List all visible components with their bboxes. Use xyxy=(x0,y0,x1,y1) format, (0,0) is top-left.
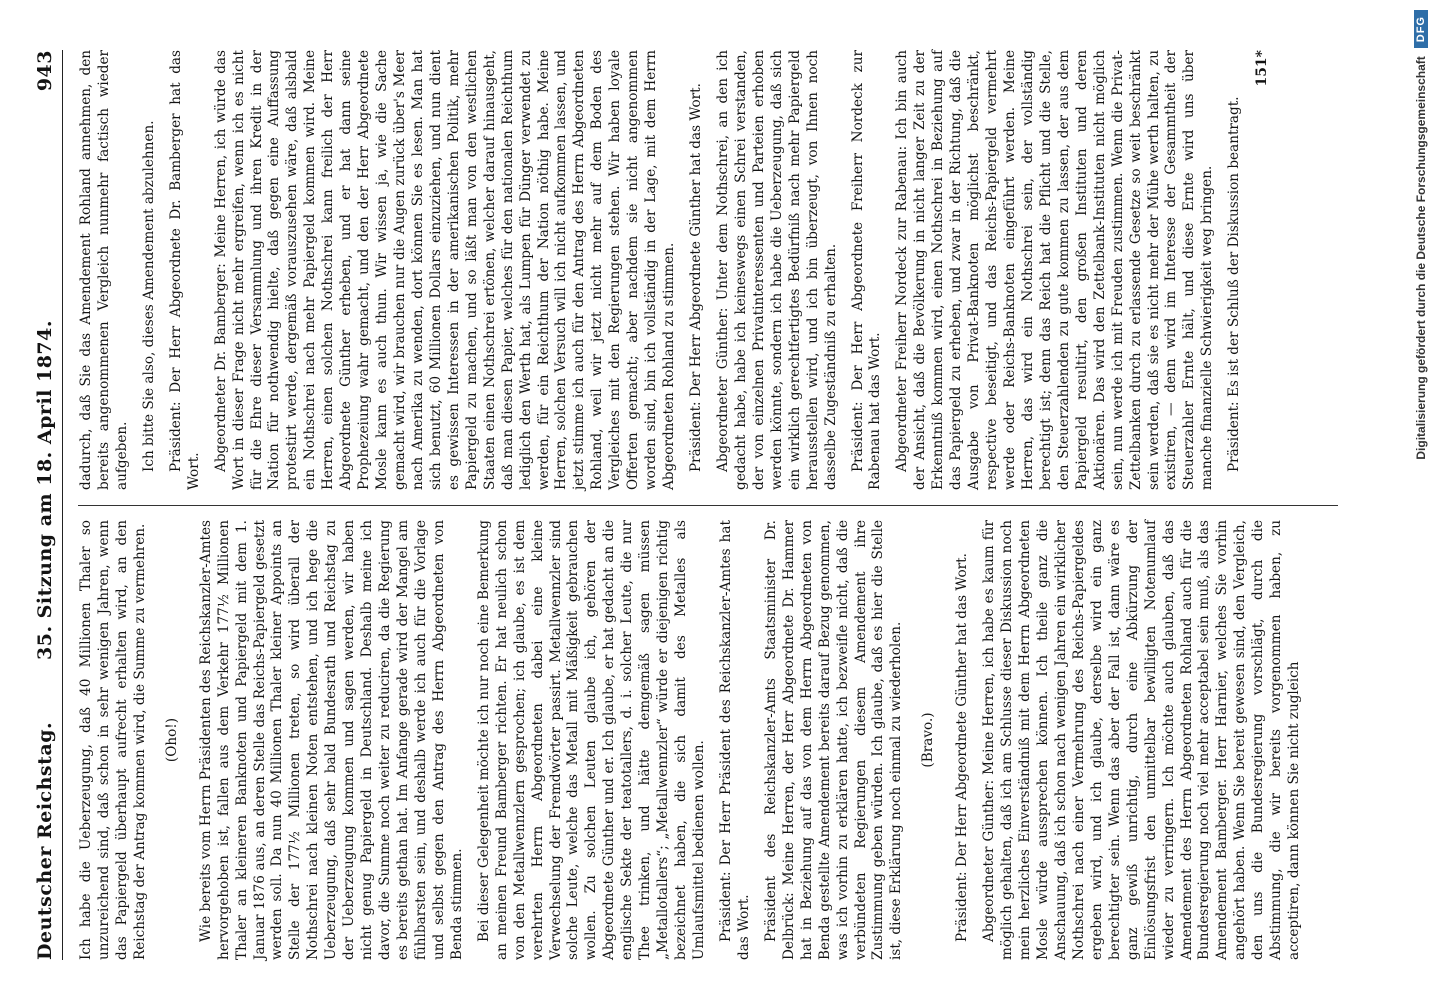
paragraph: Abgeordneter Günther: Meine Herren, ich habe es kaum für möglich gehalten, daß ich am Schlusse dieser Diskussion noch mein herzliches Einverständniß mit dem Herrn Abgeordneten Mosle würde aussprechen können. Ich theile ganz die Anschauung, daß ich schon nach wenigen Jahren ein wirklicher Nothschrei nach einer Vermehrung des Reichs-Papiergeldes ergeben wird, und ich glaube, derselbe wird ein ganz berechtigter sein. Wenn das aber der Fall ist, dann wäre es ganz gewiß unrichtig, durch eine Abkürzung der Einlösungsfrist den unmittelbar bewilligten Notenumlauf wieder zu verringern. Ich möchte auch glauben, daß das Amendement des Herrn Abgeordneten Rohland auch für die Bundesregierung noch viel mehr acceptabel sein muß, als das Amendement Bamberger. Herr Harnier, welches Sie vorhin angehört haben. Wenn Sie bereit gewesen sind, den Vergleich, den uns die Bundesregierung vorschlägt, durch die Abstimmung, die wir bereits vorgenommen haben, zu acceptiren, dann können Sie nicht zugleich xyxy=(981,520,1303,960)
paragraph: Präsident: Es ist der Schluß der Diskussion beantragt. xyxy=(1226,96,1243,472)
speaker-line: Präsident: Der Herr Abgeordnete Günther hat das Wort. xyxy=(954,553,971,942)
speaker-line: Präsident: Der Herr Abgeordnete Dr. Bamberger hat das Wort. xyxy=(167,50,202,490)
speaker-line: Präsident: Der Herr Abgeordnete Freiherr Nordeck zur Rabenau hat das Wort. xyxy=(849,50,884,490)
paragraph: Abgeordneter Freiherr Nordeck zur Rabenau: Ich bin auch der Ansicht, daß die Bevölkerung in nicht langer Zeit zu der Erkenntniß kommen wird, einen Nothschrei in Beziehung auf das Papiergeld zu erheben, und zwar in der Richtung, daß die Ausgabe von Privat-Banknoten möglichst beschränkt, respective beseitigt, und das Reichs-Papiergeld vermehrt werde oder Reichs-Banknoten eingeführt werden. Meine Herren, das wird ein Nothschrei sein, der vollständig berechtigt ist; denn das Reich hat die Pflicht und die Stelle, den Steuerzahlenden zu gute kommen zu lassen, der aus dem Papiergeld resultirt, den großen Instituten und deren Aktionären. Das wird den Zettelbank-Instituten nicht möglich sein, nun werde ich mit Freuden zustimmen. Wenn die Privat-Zettelbanken durch zu erlassende Gesetze so weit beschränkt sein werden, daß sie es nicht mehr der Mühe werth halten, zu existiren, — denn wird im Interesse der Gesammtheit der Steuerzahler Ernte hält, und diese Ernte wird uns über manche finanzielle Schwierigkeit weg bringen. xyxy=(894,50,1216,490)
rotated-page xyxy=(20,30,1400,980)
header-page-number: 943 xyxy=(34,50,56,92)
paragraph: dadurch, daß Sie das Amendement Rohland annehmen, den bereits angenommenen Vergleich nunmehr factisch wieder aufgeben. xyxy=(78,50,130,490)
paragraph: Bei dieser Gelegenheit möchte ich nur noch eine Bemerkung an meinen Freund Bamberger richten. Er hat neulich schon von den Metallwennzlern gesprochen; ich glaube, es ist dem verehrten Herrn Abgeordneten dabei eine kleine Verwechselung der Fremdwörter passirt. Metallwennzler sind solche Leute, welche das Metall mit Mäßigkeit gebrauchen wollen. Zu solchen Leuten glaube ich, gehören der Abgeordnete Günther und er. Ich glaube, er hat gedacht an die englische Sekte der teatotallers, d. i. solcher Leute, die nur Thee trinken, und hätte demgemäß sagen müssen „Metallotallers“; „Metallwennzler“ würde er diejenigen richtig bezeichnet haben, die sich damit des Metalles als Umlaufsmittel bedienen wollen. xyxy=(475,520,707,960)
paragraph: Abgeordneter Dr. Bamberger: Meine Herren, ich würde das Wort in dieser Frage nicht mehr ergreifen, wenn ich es nicht für die Ehre dieser Versammlung und ihren Kredit in der Nation für nothwendig hielte, daß gegen eine Auffassung protestirt werde, dergemäß vorauszusehen wäre, daß alsbald ein Nothschrei nach mehr Papiergeld kommen wird. Meine Herren, einen solchen Nothschrei kann freilich der Herr Abgeordnete Günther erheben, und er hat dann seine Prophezeiung wahr gemacht, und den der Herr Abgeordnete Mosle kann es auch thun. Wir wissen ja, wie die Sache gemacht wird, wir brauchen nur die Augen zurück über's Meer nach Amerika zu wenden, dort können Sie es lesen. Man hat sich benutzt, 60 Millionen Dollars einzuziehen, und nun dient es gewissen Interessen in der amerikanischen Politik, mehr Papiergeld zu machen, und so läßt man von den westlichen Staaten einen Nothschrei ertönen, welcher darauf hinausgeht, daß man diesen Papier, welches für den nationalen Reichthum lediglich den Werth hat, als Lumpen für Dünger verwendet zu werden, für ein Reichthum der Nation nöthig habe. Meine Herren, solchen Versuch will ich nicht aufkommen lassen, und jetzt stimme ich auch für den Antrag des Herrn Abgeordneten Rohland, weil wir jetzt nicht mehr auf dem Boden des Vergleiches mit den Regierungen stehen. Wir haben loyale Offerten gemacht; aber nachdem sie nicht angenommen worden sind, bin ich vollständig in der Lage, mit dem Herrn Abgeordneten Rohland zu stimmen. xyxy=(212,50,678,490)
column-divider xyxy=(78,505,1338,506)
page-header xyxy=(32,50,63,960)
paragraph: Wie bereits vom Herrn Präsidenten des Reichskanzler-Amtes hervorgehoben ist, fallen aus dem Verkehr 177½ Millionen Thaler an kleineren Banknoten und Papiergeld mit dem 1. Januar 1876 aus, an deren Stelle das Reichs-Papiergeld gesetzt werden soll. Da nun 40 Millionen Thaler kleiner Appoints an Stelle der 177½ Millionen treten, so wird überall der Nothschrei nach kleinen Noten entstehen, und ich hege die Ueberzeugung, daß sehr bald Bundesrath und Reichstag zu der Ueberzeugung kommen und sagen werden, wir haben nicht genug Papiergeld in Deutschland. Deshalb meine ich davor, die Summe noch weiter zu reduciren, da die Regierung es bereits gethan hat. Im Anfange gerade wird der Mangel am fühlbarsten sein, und deshalb werde ich auch für die Vorlage und selbst gegen den Antrag des Herrn Abgeordneten von Benda stimmen. xyxy=(197,520,465,960)
signature-mark: 151* xyxy=(1254,50,1271,87)
speaker-line: Präsident: Der Herr Präsident des Reichskanzler-Amtes hat das Wort. xyxy=(717,520,752,960)
paragraph: Abgeordneter Günther: Unter dem Nothschrei, an den ich gedacht habe, habe ich keineswegs einen Schrei verstanden, der von einzelnen Privatinteressenten und Parteien erhoben werden könnte, sondern ich habe die Ueberzeugung, daß sich ein wirklich gerechtfertigtes Bedürfniß nach mehr Papiergeld herausstellen wird, und ich bin überzeugt, von Ihnen noch dasselbe Zugeständniß zu erhalten. xyxy=(714,50,839,490)
paragraph: Ich habe die Ueberzeugung, daß 40 Millionen Thaler so unzureichend sind, daß schon in sehr wenigen Jahren, wenn das Papiergeld überhaupt aufrecht erhalten wird, an den Reichstag der Antrag kommen wird, die Summe zu vermehren. xyxy=(78,520,148,960)
digitization-note: Digitalisierung gefördert durch die Deutsche Forschungsgemeinschaft xyxy=(1414,56,1428,460)
left-column xyxy=(78,520,1313,960)
digitization-banner xyxy=(1408,0,1432,1000)
dfg-logo: DFG xyxy=(1414,10,1428,48)
interjection: (Oho!) xyxy=(163,717,180,763)
right-column xyxy=(78,50,1272,490)
interjection: (Bravo.) xyxy=(920,712,937,768)
header-session: 35. Sitzung am 18. April 1874. xyxy=(34,320,56,660)
paragraph: Präsident des Reichskanzler-Amts Staatsminister Dr. Delbrück: Meine Herren, der Herr Abgeordnete Dr. Hammer hat in Beziehung auf das von dem Herrn Abgeordneten von Benda gestellte Amendement bereits darauf Bezug genommen, was ich vorhin zu erklären hatte, ich bezweifle nicht, daß die verbündeten Regierungen diesem Amendement ihre Zustimmung geben würden. Ich glaube, daß es hier die Stelle ist, diese Erklärung noch einmal zu wiederholen. xyxy=(762,520,905,960)
header-publication: Deutscher Reichstag. xyxy=(34,721,56,960)
paragraph: Ich bitte Sie also, dieses Amendement abzulehnen. xyxy=(140,120,157,472)
digitization-banner-inner xyxy=(1410,0,1432,1000)
speaker-line: Präsident: Der Herr Abgeordnete Günther hat das Wort. xyxy=(688,83,704,472)
